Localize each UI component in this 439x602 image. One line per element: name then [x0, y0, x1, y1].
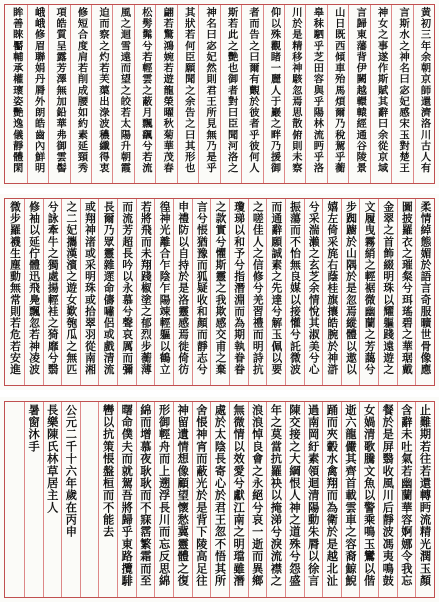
column-text: 黄初三年余朝京師還濟洛川古人有: [418, 7, 431, 174]
text-column: [177, 5, 198, 183]
column-text: 綿而增慕夜耿耿而不寐霑繁霜而至: [138, 404, 153, 587]
text-column: [80, 199, 99, 385]
column-text: 或翔神渚或采明珠或拾翠羽從南湘: [83, 201, 97, 376]
column-text: 步踟躕於山隅於是忽焉縱體以遨以: [344, 201, 358, 376]
column-text: 曙命僕夫而就駕吾將歸乎東路攬騑: [120, 404, 135, 587]
text-column: [370, 5, 391, 183]
column-text: 陳交接之大綱恨人神之道殊兮怨盛: [288, 404, 303, 587]
column-text: 之款實兮懼斯靈之我欺感交甫之棄: [214, 201, 228, 376]
column-text: 逝六龍儼其齊首載雲車之容裔鯨鯢: [343, 404, 358, 587]
text-column: [134, 5, 155, 183]
column-text: 迫而察之灼若芙蕖出淥波穠纖得衷: [96, 7, 109, 174]
column-text: 長爾乃眾靈雜遝命儔嘯侶或戲清流: [102, 201, 116, 376]
text-column: [415, 199, 434, 385]
text-column: [136, 402, 155, 597]
column-text: 者而告之曰爾有覿於彼者乎彼何人: [247, 7, 260, 174]
text-column: [173, 402, 192, 597]
text-column: [210, 199, 229, 385]
column-text: 無微情以效愛兮獻江南之明璫雖潛: [232, 404, 247, 587]
column-text: 徨神光離合乍陰乍陽竦輕軀以鶴立: [158, 201, 172, 376]
text-column: [266, 402, 285, 597]
column-text: 金翠之首飾綴明珠以耀軀踐遠遊之: [382, 201, 396, 376]
column-text: 暑窗沐手: [27, 404, 42, 453]
text-column: [322, 402, 341, 597]
text-column: [48, 5, 69, 183]
text-column: [70, 5, 91, 183]
text-column: [98, 402, 117, 597]
page-2-grid: [4, 198, 435, 386]
text-column: [248, 199, 267, 385]
column-text: 公元二千十六年歲在丙申: [64, 404, 79, 539]
page-2: [0, 194, 439, 390]
column-text: 而通辭願誠素之先達兮解玉佩以要: [270, 201, 284, 376]
column-text: 嬉左倚采旄右蔭桂旗攘皓腕於神滸: [326, 201, 340, 376]
text-column: [198, 5, 219, 183]
column-text: 斯若此之艷也御者對曰臣聞河洛之: [225, 7, 238, 174]
text-column: [322, 199, 341, 385]
column-text: 峨峨修眉聯娟丹脣外朗皓齒內鮮明: [32, 7, 45, 174]
column-text: 微步羅襪生塵動無常則若危若安進: [8, 201, 22, 376]
text-column: [266, 199, 285, 385]
column-text: 形御輕舟而上遡浮長川而忘反思綿: [157, 404, 172, 587]
column-text: 振蕩而不怡無良媒以接懽兮託微波: [289, 201, 303, 376]
column-text: 川於是精移神駭忽焉思散俯則未察: [289, 7, 302, 174]
text-column: [155, 5, 176, 183]
text-column: [5, 5, 26, 183]
text-column: [154, 199, 173, 385]
column-text: 神留遺情想像顧望懷愁冀靈體之復: [176, 404, 191, 587]
column-text: 長樂陳氏林草居主人: [45, 404, 60, 514]
text-column: [397, 199, 416, 385]
page-1: [0, 0, 439, 188]
column-text: 仰以殊觀睹一麗人于巖之畔乃援御: [268, 7, 281, 174]
text-column: [43, 402, 62, 597]
text-column: [91, 5, 112, 183]
text-column: [43, 199, 62, 385]
text-column: [341, 402, 360, 597]
column-text: 言歸東藩背伊闕越轘轅經通谷陵景: [354, 7, 367, 174]
column-text: 兮詠牽牛之獨處揚輕袿之猗靡兮翳: [46, 201, 60, 376]
text-column: [359, 402, 378, 597]
column-text: 圖披羅衣之璀粲兮珥瑤碧之華琚戴: [400, 201, 414, 376]
column-text: 修短合度肩若削成腰如約素延頸秀: [75, 7, 88, 174]
column-text: 項皓質呈露芳澤無加鉛華弗御雲髻: [54, 7, 67, 174]
text-column: [61, 402, 80, 597]
column-text: 處於太陰長寄心於君王忽不悟其所: [213, 404, 228, 587]
column-text: 之二妃攜漢濱之遊女歎匏瓜之無匹: [65, 201, 79, 376]
text-column: [378, 402, 397, 597]
column-text: 皋秣駟乎芝田容與乎陽林流眄乎洛: [311, 7, 324, 174]
page-3: [0, 397, 439, 602]
text-column: [348, 5, 369, 183]
text-column: [24, 402, 43, 597]
column-text: 神名曰宓妃然則君王所見無乃是乎: [204, 7, 217, 174]
text-column: [241, 5, 262, 183]
column-text: 言斯水之神名曰宓妃感宋玉對楚王: [397, 7, 410, 174]
text-column: [27, 5, 48, 183]
text-column: [61, 199, 80, 385]
column-text: 眸善睞靨輔承權瓌姿艷逸儀靜體閑: [10, 7, 23, 174]
text-column: [112, 5, 133, 183]
text-column: [5, 199, 24, 385]
text-column: [397, 402, 416, 597]
column-text: 瓊珶以和予兮指潛淵而為期執眷眷: [233, 201, 247, 376]
column-text: 女媧清歌騰文魚以警乘鳴玉鸞以偕: [362, 404, 377, 587]
column-text: 若將飛而未翔踐椒塗之郁烈步蘅薄: [139, 201, 153, 376]
text-column: [192, 402, 211, 597]
text-column: [378, 199, 397, 385]
text-column: [154, 402, 173, 597]
text-column: [117, 402, 136, 597]
column-text: 轡以抗策悵盤桓而不能去: [101, 404, 116, 539]
text-column: [285, 199, 304, 385]
column-text: 踊而夾轂水禽翔而為衛於是越北沚: [325, 404, 340, 587]
column-text: 過南岡紆素領迴清陽動朱脣以徐言: [306, 404, 321, 587]
text-column: [341, 199, 360, 385]
text-column: [415, 402, 434, 597]
column-text: 舍悵神宵而蔽光於是背下陵高足往: [194, 404, 209, 587]
column-text: 年之莫當抗羅袂以掩涕兮淚流襟之: [269, 404, 284, 587]
text-column: [210, 402, 229, 597]
text-column: [192, 199, 211, 385]
column-text: 松髣髴兮若輕雲之蔽月飄颻兮若流: [139, 7, 152, 174]
column-text: 文履曳霧綃之輕裾微幽蘭之芳藹兮: [363, 201, 377, 376]
column-text: 風之迴雪遠而望之皎若太陽升朝霞: [118, 7, 131, 174]
page-3-grid: [4, 401, 435, 598]
column-text: 柔情綽態媚於語言奇服曠世骨像應: [419, 201, 433, 376]
text-column: [229, 402, 248, 597]
text-column: [304, 402, 323, 597]
text-column: [413, 5, 434, 183]
text-column: [327, 5, 348, 183]
column-text: 之嗟佳人之信修兮羌習禮而明詩抗: [251, 201, 265, 376]
column-text: 修袖以延佇體迅飛鳧飄忽若神凌波: [28, 201, 42, 376]
text-column: [80, 402, 99, 597]
text-column: [220, 5, 241, 183]
text-column: [5, 402, 24, 597]
text-column: [98, 199, 117, 385]
text-column: [304, 199, 323, 385]
text-column: [136, 199, 155, 385]
column-text: 山日既西傾車殆馬煩爾乃稅駕乎蘅: [332, 7, 345, 174]
column-text: 而流芳超長吟以永慕兮聲哀厲而彌: [121, 201, 135, 376]
text-column: [173, 199, 192, 385]
column-text: 餐於是屏翳收風川后靜波馮夷鳴鼓: [381, 404, 396, 587]
column-text: 浪浪悼良會之永絕兮哀一逝而異鄉: [250, 404, 265, 587]
text-column: [305, 5, 326, 183]
column-text: 其狀若何臣願聞之余告之曰其形也: [182, 7, 195, 174]
column-text: 止難期若往若還轉眄流精光潤玉顏: [418, 404, 433, 587]
text-column: [359, 199, 378, 385]
column-text: 神女之事遂作斯賦其辭曰余從京域: [375, 7, 388, 174]
text-column: [117, 199, 136, 385]
column-text: 翩若驚鴻婉若遊龍榮曜秋菊華茂春: [161, 7, 174, 174]
text-column: [229, 199, 248, 385]
text-column: [285, 402, 304, 597]
column-text: 申禮防以自持於是洛靈感焉徙倚彷: [177, 201, 191, 376]
page-1-grid: [4, 4, 435, 184]
text-column: [248, 402, 267, 597]
text-column: [284, 5, 305, 183]
text-column: [263, 5, 284, 183]
text-column: [24, 199, 43, 385]
column-text: 言兮悵猶豫而狐疑收和顏而靜志兮: [195, 201, 209, 376]
column-text: 兮采湍瀨之玄芝余情悅其淑美兮心: [307, 201, 321, 376]
column-text: 含辭未吐氣若幽蘭華容婀娜令我忘: [399, 404, 414, 587]
text-column: [391, 5, 412, 183]
